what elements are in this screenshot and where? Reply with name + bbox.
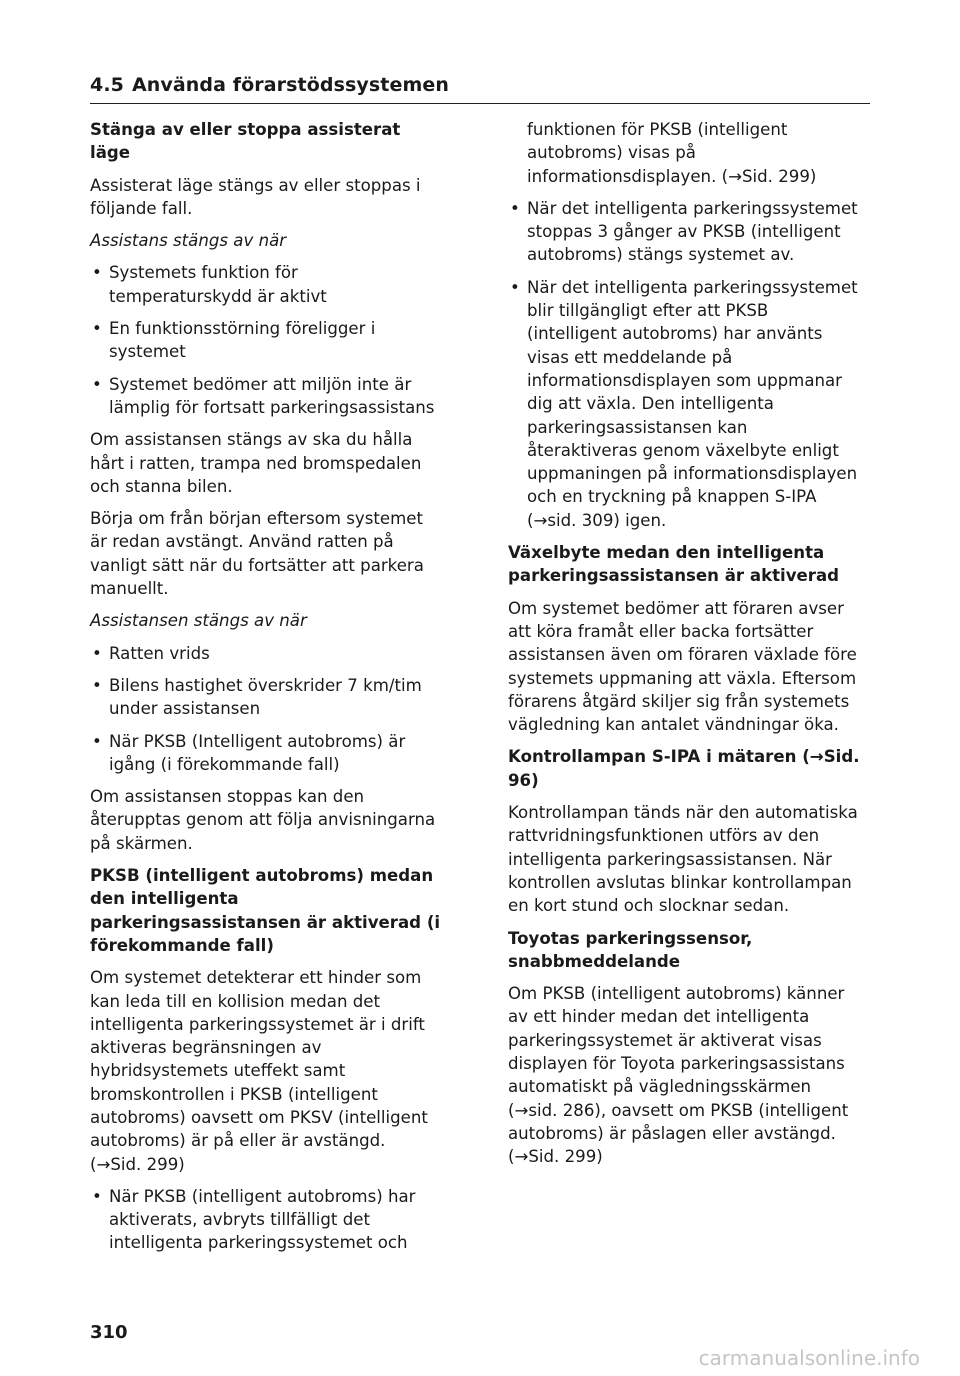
page-header [90,74,870,104]
paragraph: Om systemet bedömer att föraren avser att köra framåt eller backa fortsätter assistansen även om föraren växlade före systemets uppmaning att växla. Eftersom förarens åtgärd skiljer sig från systemets vägledning kan antalet vändningar öka. [508,598,857,735]
paragraph: Om assistansen stoppas kan den återupptas genom att följa anvisningarna på skärmen. [90,787,436,853]
heading-parking-sensor: Toyotas parkeringssensor, snabbmeddelande [508,928,753,971]
list-item: • När det intelligenta parkeringssystemet blir tillgängligt efter att PKSB (intelligent autobroms) har använts visas ett meddelande på informationsdisplayen som uppmanar dig att växla. Den intelligenta parkeringsassistansen kan återaktiveras genom växelbyte enligt uppmaningen på informationsdisplayen och en tryckning på knappen S-IPA (→sid. 309) igen. [508,276,860,532]
list-item: • Systemets funktion för temperaturskydd är aktivt [90,261,442,308]
list-item: • Ratten vrids [90,642,442,665]
bullet-list [508,118,860,532]
heading-turn-off-assist: Stänga av eller stoppa assisterat läge [90,120,401,163]
watermark: carmanualsonline.info [698,1346,920,1370]
list-item: • Systemet bedömer att miljön inte är lämplig för fortsatt parkeringsassistans [90,373,442,420]
paragraph: Assisterat läge stängs av eller stoppas i följande fall. [90,175,421,218]
paragraph: Börja om från början eftersom systemet är redan avstängt. Använd ratten på vanligt sätt när du fortsätter att parkera manuellt. [90,509,424,599]
list-item: • När PKSB (intelligent autobroms) har aktiverats, avbryts tillfälligt det intelligenta parkeringssystemet och [90,1185,442,1255]
list-item: • När det intelligenta parkeringssystemet stoppas 3 gånger av PKSB (intelligent autobroms) stängs systemet av. [508,197,860,267]
bullet-list [90,1185,442,1255]
heading-indicator-lamp: Kontrollampan S-IPA i mätaren (→Sid. 96) [508,747,860,790]
heading-gear-change: Växelbyte medan den intelligenta parkeringsassistansen är aktiverad [508,543,840,586]
section-title: Använda förarstödssystemen [131,74,449,96]
paragraph: Om systemet detekterar ett hinder som kan leda till en kollision medan det intelligenta parkeringssystemet är i drift aktiveras begränsningen av hybridsystemets uteffekt samt bromskontrollen i PKSB (intelligent autobroms) oavsett om PKSV (intelligent autobroms) är på eller är avstängd. (→Sid. 299) [90,968,428,1174]
subheading-assist-off: Assistans stängs av när [90,231,287,251]
right-column [508,118,860,1177]
list-item-continuation: funktionen för PKSB (intelligent autobroms) visas på informationsdisplayen. (→Sid. 299) [527,120,817,186]
paragraph: Om assistansen stängs av ska du hålla hårt i ratten, trampa ned bromspedalen och stanna bilen. [90,430,422,496]
heading-pksb: PKSB (intelligent autobroms) medan den intelligenta parkeringsassistansen är aktiverad (i förekommande fall) [90,866,441,955]
list-item: • När PKSB (Intelligent autobroms) är igång (i förekommande fall) [90,730,442,777]
paragraph: Om PKSB (intelligent autobroms) känner av ett hinder medan det intelligenta parkeringssystemet är aktiverat visas displayen för Toyota parkeringsassistans automatiskt på vägledningsskärmen (→sid. 286), oavsett om PKSB (intelligent autobroms) är påslagen eller avstängd. (→Sid. 299) [508,984,849,1167]
section-number: 4.5 [90,74,124,96]
page-number: 310 [90,1322,128,1343]
list-item: • En funktionsstörning föreligger i systemet [90,317,442,364]
subheading-assist-stopped: Assistansen stängs av när [90,611,307,631]
list-item: • Bilens hastighet överskrider 7 km/tim under assistansen [90,674,442,721]
section-heading [90,74,449,96]
bullet-list [90,261,442,419]
left-column [90,118,442,1264]
paragraph: Kontrollampan tänds när den automatiska rattvridningsfunktionen utförs av den intelligenta parkeringsassistansen. När kontrollen avslutas blinkar kontrollampan en kort stund och slocknar sedan. [508,803,858,916]
bullet-list [90,642,442,776]
